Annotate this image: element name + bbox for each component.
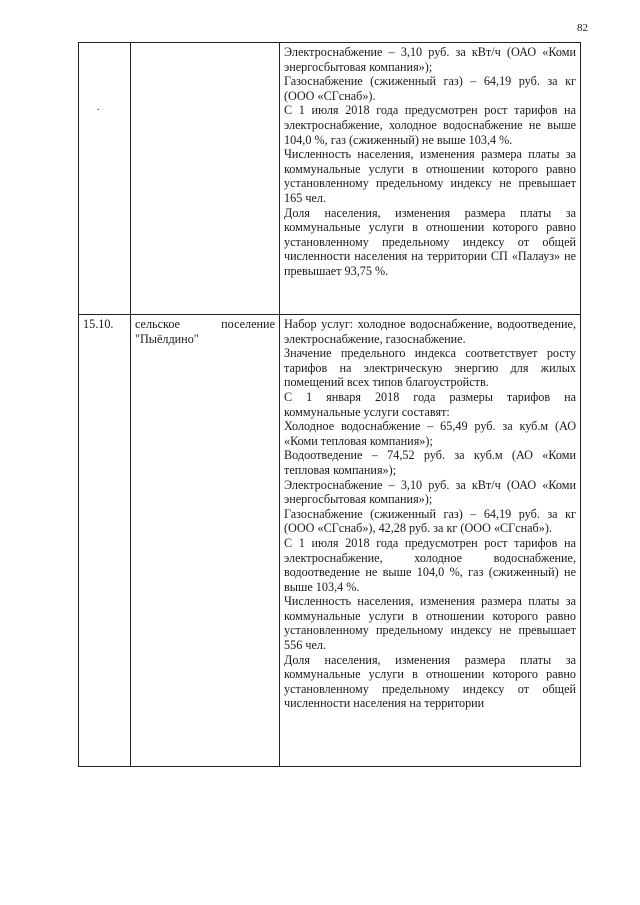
table-row <box>79 315 581 767</box>
row-number: 15.10. <box>83 317 114 331</box>
paragraph: Газоснабжение (сжиженный газ) – 64,19 руб. за кг (ООО «СГснаб»). <box>284 74 576 103</box>
paragraph: Газоснабжение (сжиженный газ) – 64,19 руб. за кг (ООО «СГснаб»), 42,28 руб. за кг (ООО «СГснаб»). <box>284 506 576 536</box>
settlement-name-line <box>135 317 275 332</box>
paragraph: С 1 июля 2018 года предусмотрен рост тарифов на электроснабжение, холодное водоснабжение не выше 104,0 %, газ (сжиженный) не выше 103,4 %. <box>284 103 576 147</box>
paragraph: Доля населения, изменения размера платы за коммунальные услуги в отношении которого равно установленному предельному индексу от общей численности населения на территории <box>284 652 576 711</box>
paragraph: С 1 января 2018 года размеры тарифов на коммунальные услуги составят: <box>284 389 576 419</box>
paragraph: Водоотведение – 74,52 руб. за куб.м (АО «Коми тепловая компания»); <box>284 448 576 477</box>
stray-mark: . <box>97 102 100 113</box>
tariff-description-cell <box>280 43 581 315</box>
settlement-name-cell <box>131 43 280 315</box>
paragraph: Холодное водоснабжение – 65,49 руб. за куб.м (АО «Коми тепловая компания»); <box>284 419 576 448</box>
row-number-cell <box>79 315 131 767</box>
settlement-name: "Пыёлдино" <box>135 331 199 346</box>
settlement-type-word: сельское <box>135 317 180 331</box>
paragraph: Набор услуг: холодное водоснабжение, водоотведение, электроснабжение, газоснабжение. <box>284 317 576 346</box>
paragraph: Электроснабжение – 3,10 руб. за кВт/ч (ОАО «Коми энергосбытовая компания»); <box>284 45 576 74</box>
paragraph: Значение предельного индекса соответствует росту тарифов на электрическую энергию для жилых помещений всех типов благоустройств. <box>284 346 576 390</box>
paragraph: С 1 июля 2018 года предусмотрен рост тарифов на электроснабжение, холодное водоснабжение, водоотведение не выше 104,0 %, газ (сжиженный) не выше 103,4 %. <box>284 535 576 594</box>
table-row <box>79 43 581 315</box>
paragraph: Доля населения, изменения размера платы за коммунальные услуги в отношении которого равно установленному предельному индексу от общей численности населения на территории СП «Палауз» не превышает 93,75 %. <box>284 205 576 278</box>
row-number-cell <box>79 43 131 315</box>
paragraph: Электроснабжение – 3,10 руб. за кВт/ч (ОАО «Коми энергосбытовая компания»); <box>284 477 576 507</box>
settlement-name-cell <box>131 315 280 767</box>
tariff-description-cell <box>280 315 581 767</box>
tariff-table <box>78 42 581 767</box>
paragraph: Численность населения, изменения размера платы за коммунальные услуги в отношении которого равно установленному предельному индексу не превышает 556 чел. <box>284 594 576 653</box>
page-number: 82 <box>577 22 588 34</box>
paragraph: Численность населения, изменения размера платы за коммунальные услуги в отношении которого равно установленному предельному индексу не превышает 165 чел. <box>284 147 576 205</box>
settlement-type-word: поселение <box>221 317 275 331</box>
